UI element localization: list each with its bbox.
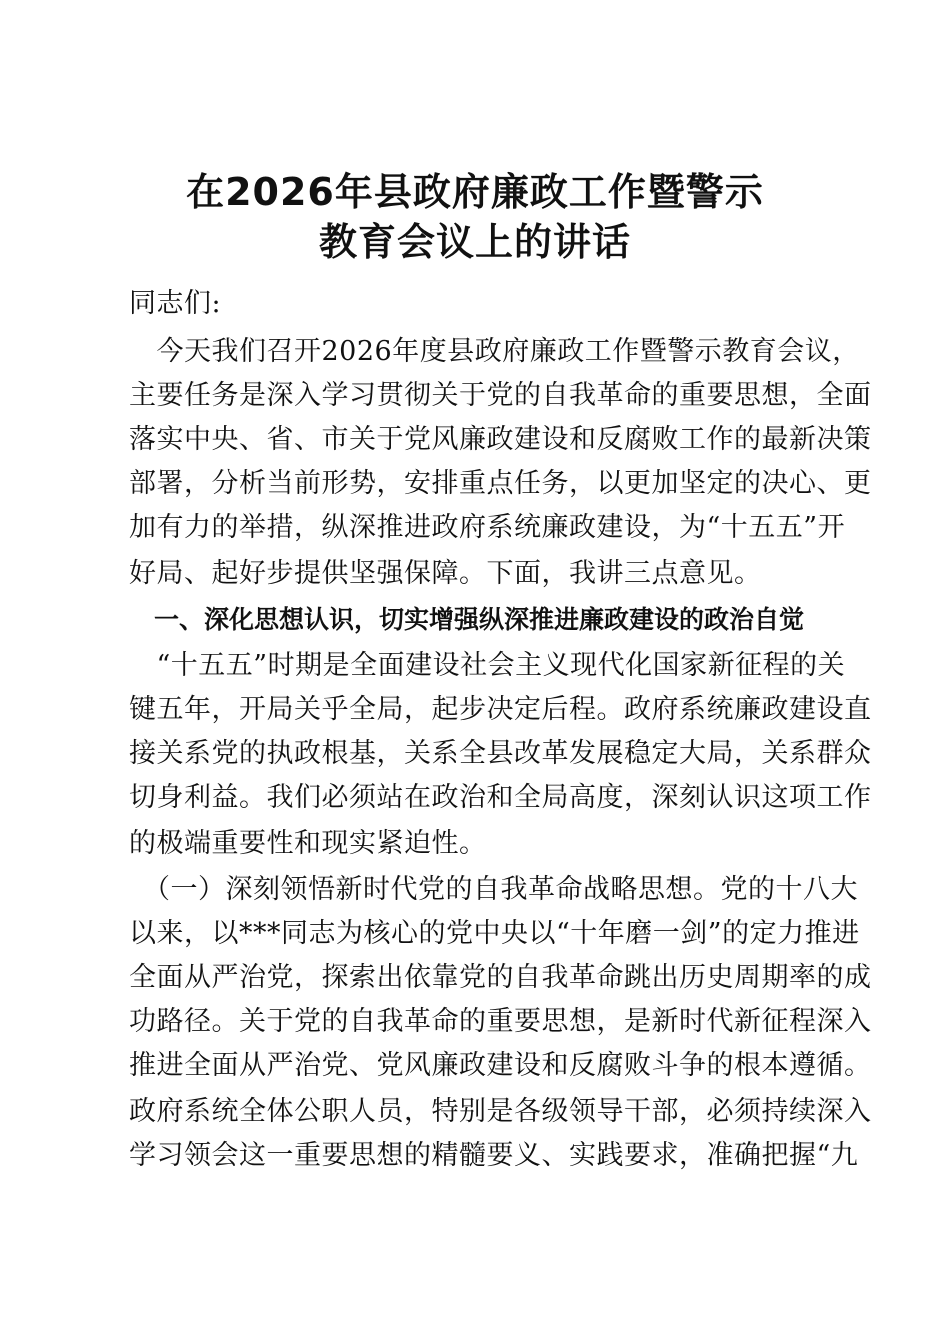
paragraph-3-line-6: 政府系统全体公职人员，特别是各级领导干部，必须持续深入 <box>129 1096 872 1127</box>
paragraph-2-line-2: 键五年，开局关乎全局，起步决定后程。政府系统廉政建设直 <box>129 694 872 725</box>
paragraph-3-line-4: 功路径。关于党的自我革命的重要思想，是新时代新征程深入 <box>129 1006 872 1037</box>
paragraph-3-line-5: 推进全面从严治党、党风廉政建设和反腐败斗争的根本遵循。 <box>129 1050 872 1081</box>
document-title-line-2: 教育会议上的讲话 <box>318 220 631 264</box>
paragraph-1-line-3: 落实中央、省、市关于党风廉政建设和反腐败工作的最新决策 <box>129 424 872 455</box>
paragraph-3-line-1: （一）深刻领悟新时代党的自我革命战略思想。党的十八大 <box>129 874 858 905</box>
paragraph-2-line-5: 的极端重要性和现实紧迫性。 <box>129 828 487 859</box>
paragraph-1-line-2: 主要任务是深入学习贯彻关于党的自我革命的重要思想，全面 <box>129 380 872 411</box>
section-heading-1: 一、深化思想认识，切实增强纵深推进廉政建设的政治自觉 <box>129 605 805 634</box>
document-title-line-1: 在2026年县政府廉政工作暨警示 <box>186 170 764 214</box>
paragraph-3-line-3: 全面从严治党，探索出依靠党的自我革命跳出历史周期率的成 <box>129 962 872 993</box>
paragraph-1-line-1: 今天我们召开2026年度县政府廉政工作暨警示教育会议， <box>129 336 860 367</box>
paragraph-1-line-4: 部署，分析当前形势，安排重点任务，以更加坚定的决心、更 <box>129 468 872 499</box>
salutation: 同志们: <box>129 288 222 319</box>
paragraph-2-line-3: 接关系党的执政根基，关系全县改革发展稳定大局，关系群众 <box>129 738 872 769</box>
paragraph-3-line-2: 以来，以***同志为核心的党中央以“十年磨一剑”的定力推进 <box>129 918 860 949</box>
paragraph-2-line-4: 切身利益。我们必须站在政治和全局高度，深刻认识这项工作 <box>129 782 872 813</box>
paragraph-3-line-7: 学习领会这一重要思想的精髓要义、实践要求，准确把握“九 <box>129 1140 859 1171</box>
paragraph-2-line-1: “十五五”时期是全面建设社会主义现代化国家新征程的关 <box>129 650 846 681</box>
paragraph-1-line-6: 好局、起好步提供坚强保障。下面，我讲三点意见。 <box>129 558 762 589</box>
paragraph-1-line-5: 加有力的举措，纵深推进政府系统廉政建设，为“十五五”开 <box>129 512 846 543</box>
